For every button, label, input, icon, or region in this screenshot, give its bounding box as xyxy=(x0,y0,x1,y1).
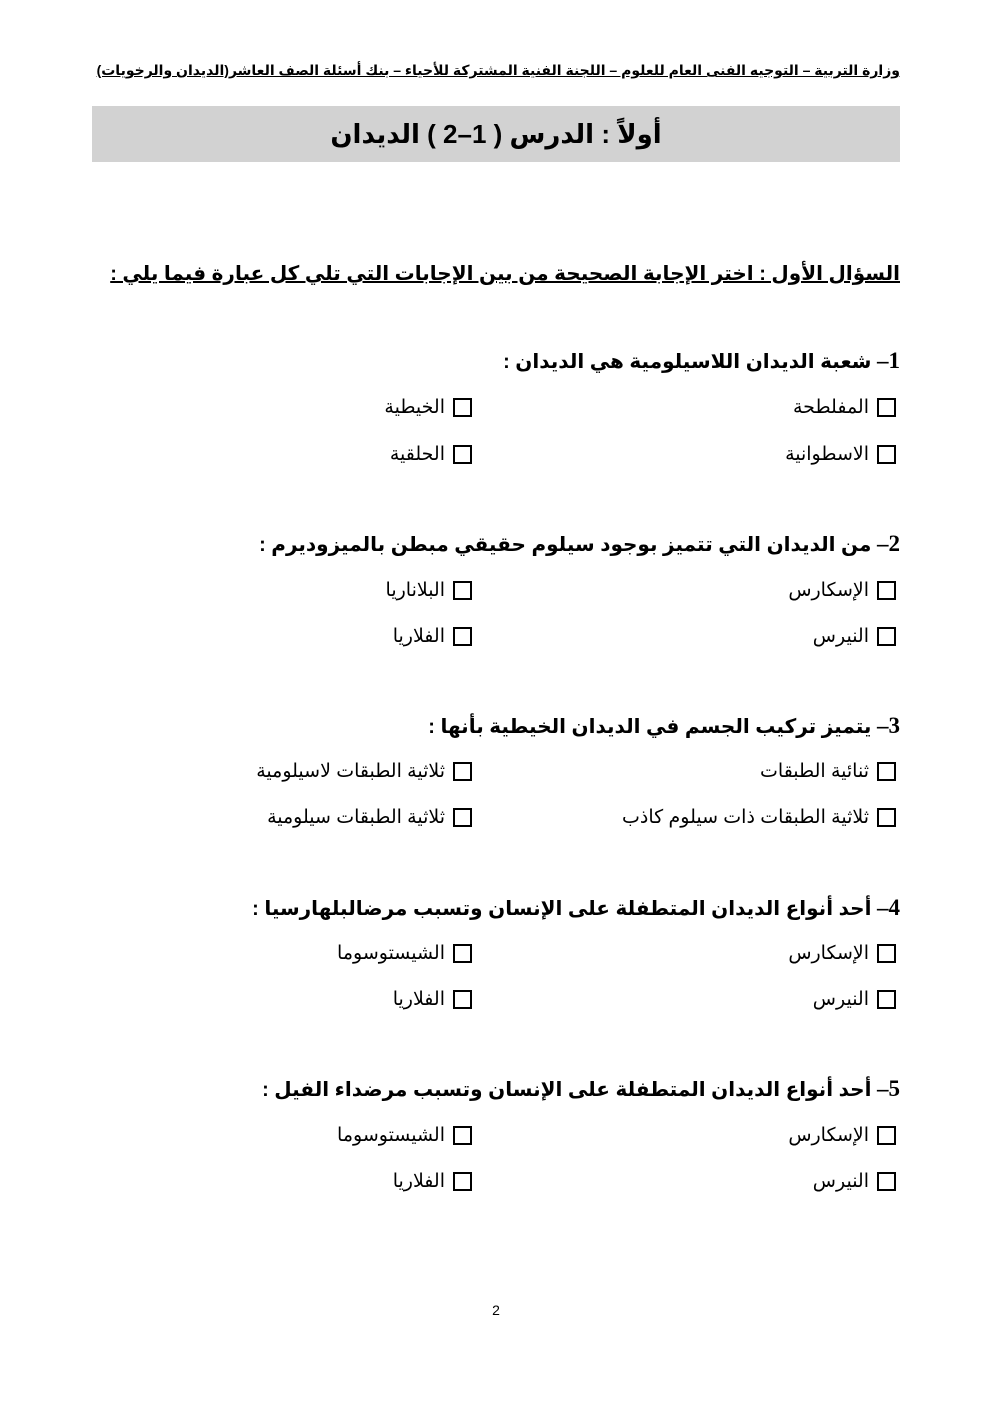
checkbox-icon[interactable] xyxy=(453,1172,472,1191)
question-dash: – xyxy=(877,348,889,373)
question-3 xyxy=(150,713,900,739)
q5-option-c[interactable] xyxy=(813,1170,896,1193)
option-label: الإسكارس xyxy=(788,943,869,964)
question-dash: – xyxy=(877,895,889,920)
option-label: الفلاريا xyxy=(392,989,445,1010)
checkbox-icon[interactable] xyxy=(877,627,896,646)
checkbox-icon[interactable] xyxy=(877,990,896,1009)
q5-option-b[interactable] xyxy=(337,1124,472,1147)
question-text: يتميز تركيب الجسم في الديدان الخيطية بأنها : xyxy=(428,716,872,738)
question-number: 1 xyxy=(888,348,900,373)
question-text: أحد أنواع الديدان المتطفلة على الإنسان وتسبب مرضالبلهارسيا : xyxy=(252,898,872,920)
option-label: ثنائية الطبقات xyxy=(760,761,869,782)
page-number: 2 xyxy=(492,1302,500,1318)
q3-option-c[interactable] xyxy=(622,806,896,829)
option-label: الشيستوسوما xyxy=(337,943,445,964)
question-text: شعبة الديدان اللاسيلومية هي الديدان : xyxy=(503,351,872,373)
q2-option-d[interactable] xyxy=(393,625,472,648)
q3-option-b[interactable] xyxy=(256,760,472,783)
q5-option-a[interactable] xyxy=(788,1124,896,1147)
question-number: 4 xyxy=(888,895,900,920)
q1-option-a[interactable] xyxy=(793,396,896,419)
question-dash: – xyxy=(877,531,889,556)
option-label: المفلطحة xyxy=(793,397,869,418)
checkbox-icon[interactable] xyxy=(877,398,896,417)
checkbox-icon[interactable] xyxy=(877,808,896,827)
q4-option-c[interactable] xyxy=(813,988,896,1011)
q1-option-b[interactable] xyxy=(384,396,472,419)
question-4 xyxy=(150,895,900,921)
lesson-title-band xyxy=(92,106,900,162)
checkbox-icon[interactable] xyxy=(453,944,472,963)
document-header: وزارة التربية – التوجيه الفنى العام للعلوم – اللجنة الفنية المشتركة للأحياء – بنك أسئلة الصف العاشر(الديدان والرخويات) xyxy=(96,62,900,78)
checkbox-icon[interactable] xyxy=(877,944,896,963)
question-2 xyxy=(150,531,900,557)
checkbox-icon[interactable] xyxy=(453,808,472,827)
lesson-title: أولاً : الدرس ( 1–2 ) الديدان xyxy=(330,118,662,149)
option-label: ثلاثية الطبقات ذات سيلوم كاذب xyxy=(622,807,869,828)
q4-option-b[interactable] xyxy=(337,942,472,965)
checkbox-icon[interactable] xyxy=(877,581,896,600)
q5-option-d[interactable] xyxy=(393,1170,472,1193)
option-label: الفلاريا xyxy=(392,626,445,647)
question-dash: – xyxy=(877,1076,889,1101)
checkbox-icon[interactable] xyxy=(877,445,896,464)
checkbox-icon[interactable] xyxy=(877,1126,896,1145)
option-label: الإسكارس xyxy=(788,1125,869,1146)
q3-option-d[interactable] xyxy=(267,806,472,829)
option-label: النيرس xyxy=(812,626,869,647)
q1-option-c[interactable] xyxy=(785,443,896,466)
question-5 xyxy=(150,1076,900,1102)
question-dash: – xyxy=(877,713,889,738)
question-instruction: السؤال الأول : اختر الإجابة الصحيحة من بين الإجابات التي تلي كل عبارة فيما يلي : xyxy=(110,263,900,285)
question-number: 2 xyxy=(888,531,900,556)
q1-option-d[interactable] xyxy=(390,443,472,466)
checkbox-icon[interactable] xyxy=(877,1172,896,1191)
option-label: ثلاثية الطبقات سيلومية xyxy=(267,807,445,828)
option-label: الفلاريا xyxy=(392,1171,445,1192)
checkbox-icon[interactable] xyxy=(453,627,472,646)
option-label: الشيستوسوما xyxy=(337,1125,445,1146)
question-number: 3 xyxy=(888,713,900,738)
option-label: النيرس xyxy=(812,989,869,1010)
checkbox-icon[interactable] xyxy=(453,581,472,600)
q2-option-b[interactable] xyxy=(386,579,472,602)
q4-option-d[interactable] xyxy=(393,988,472,1011)
checkbox-icon[interactable] xyxy=(453,398,472,417)
question-text: أحد أنواع الديدان المتطفلة على الإنسان وتسبب مرضداء الفيل : xyxy=(262,1079,872,1101)
checkbox-icon[interactable] xyxy=(453,990,472,1009)
checkbox-icon[interactable] xyxy=(453,1126,472,1145)
option-label: ثلاثية الطبقات لاسيلومية xyxy=(256,761,445,782)
q2-option-a[interactable] xyxy=(788,579,896,602)
q2-option-c[interactable] xyxy=(813,625,896,648)
option-label: النيرس xyxy=(812,1171,869,1192)
checkbox-icon[interactable] xyxy=(877,762,896,781)
option-label: الإسكارس xyxy=(788,580,869,601)
question-text: من الديدان التي تتميز بوجود سيلوم حقيقي مبطن بالميزوديرم : xyxy=(259,534,872,556)
checkbox-icon[interactable] xyxy=(453,762,472,781)
question-1 xyxy=(150,348,900,374)
q3-option-a[interactable] xyxy=(760,760,896,783)
option-label: الاسطوانية xyxy=(785,444,869,465)
option-label: الحلقية xyxy=(389,444,445,465)
q4-option-a[interactable] xyxy=(788,942,896,965)
question-number: 5 xyxy=(888,1076,900,1101)
checkbox-icon[interactable] xyxy=(453,445,472,464)
option-label: البلاناريا xyxy=(385,580,445,601)
option-label: الخيطية xyxy=(384,397,445,418)
